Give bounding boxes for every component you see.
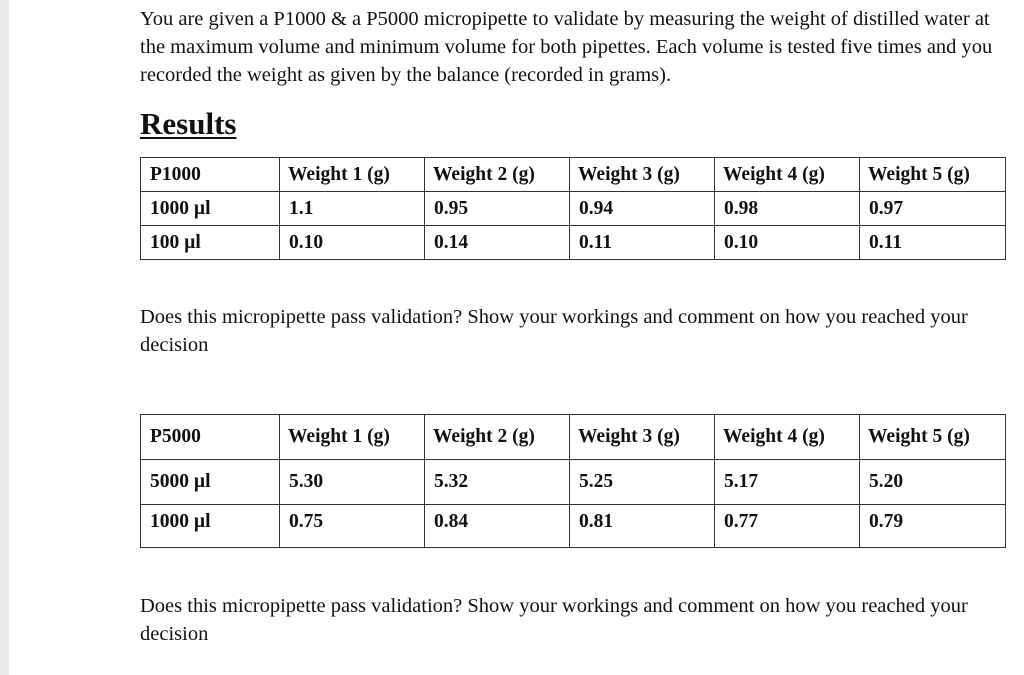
table-cell: 0.11 — [570, 226, 715, 260]
intro-paragraph: You are given a P1000 & a P5000 micropipette to validate by measuring the weight of distilled water at the maximum volume and minimum volume for both pipettes. Each volume is tested five times and you recorded the weight as given by the balance (recorded in grams). — [140, 8, 993, 86]
table-cell: 0.10 — [715, 226, 860, 260]
header-cell-pipette: P1000 — [141, 158, 280, 192]
table-cell: 1.1 — [280, 192, 425, 226]
header-cell-weight-5: Weight 5 (g) — [860, 415, 1006, 460]
table-header-row — [141, 415, 1006, 460]
row-label-cell: 1000 µl — [141, 192, 280, 226]
table-cell: 0.98 — [715, 192, 860, 226]
p1000-results-table — [140, 157, 1006, 260]
header-cell-pipette: P5000 — [141, 415, 280, 460]
p5000-results-table — [140, 414, 1006, 548]
table-cell: 0.10 — [280, 226, 425, 260]
header-cell-weight-2: Weight 2 (g) — [425, 415, 570, 460]
table-cell: 5.30 — [280, 460, 425, 505]
table-cell: 5.17 — [715, 460, 860, 505]
table-cell: 0.94 — [570, 192, 715, 226]
table-cell: 0.11 — [860, 226, 1006, 260]
table-cell: 0.97 — [860, 192, 1006, 226]
table-row — [141, 226, 1006, 260]
header-cell-weight-2: Weight 2 (g) — [425, 158, 570, 192]
header-cell-weight-1: Weight 1 (g) — [280, 415, 425, 460]
header-cell-weight-4: Weight 4 (g) — [715, 415, 860, 460]
table-cell: 0.79 — [860, 505, 1006, 548]
table-row — [141, 460, 1006, 505]
row-label-cell: 1000 µl — [141, 505, 280, 548]
table-cell: 5.32 — [425, 460, 570, 505]
header-cell-weight-3: Weight 3 (g) — [570, 158, 715, 192]
page-margin-strip — [0, 0, 9, 675]
header-cell-weight-3: Weight 3 (g) — [570, 415, 715, 460]
row-label-cell: 100 µl — [141, 226, 280, 260]
header-cell-weight-5: Weight 5 (g) — [860, 158, 1006, 192]
header-cell-weight-1: Weight 1 (g) — [280, 158, 425, 192]
table-cell: 0.14 — [425, 226, 570, 260]
row-label-cell: 5000 µl — [141, 460, 280, 505]
table-cell: 0.84 — [425, 505, 570, 548]
table-row — [141, 505, 1006, 548]
validation-question-p1000: Does this micropipette pass validation? Show your workings and comment on how you reached your decision — [140, 306, 968, 356]
validation-question-p5000: Does this micropipette pass validation? Show your workings and comment on how you reached your decision — [140, 595, 968, 645]
table-cell: 0.95 — [425, 192, 570, 226]
results-heading: Results — [140, 106, 237, 141]
table-cell: 0.77 — [715, 505, 860, 548]
table-header-row — [141, 158, 1006, 192]
table-cell: 5.25 — [570, 460, 715, 505]
table-row — [141, 192, 1006, 226]
table-cell: 0.75 — [280, 505, 425, 548]
header-cell-weight-4: Weight 4 (g) — [715, 158, 860, 192]
table-cell: 0.81 — [570, 505, 715, 548]
table-cell: 5.20 — [860, 460, 1006, 505]
